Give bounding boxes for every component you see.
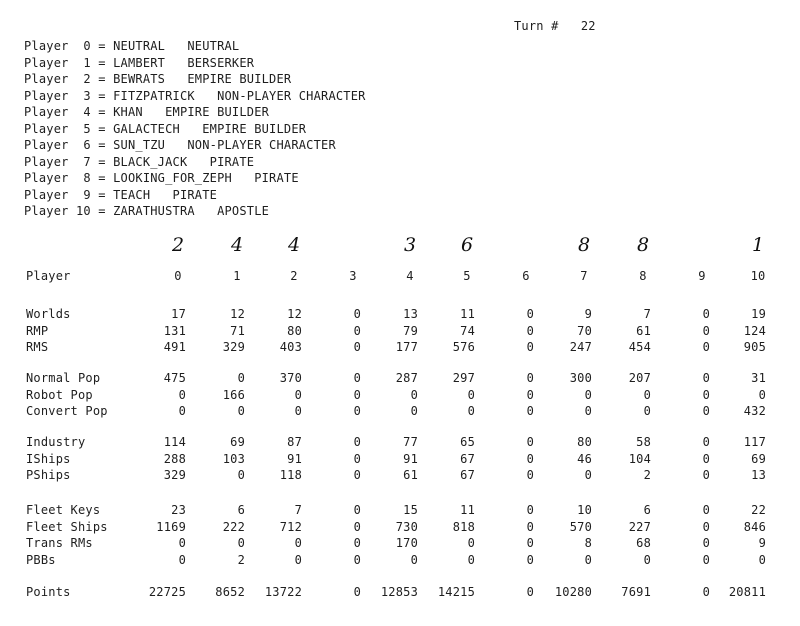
table-cell: 12 [287,307,302,321]
player-word: Player [24,171,69,185]
player-line [24,203,366,220]
player-role: NON-PLAYER CHARACTER [165,138,336,152]
table-cell: 0 [584,404,592,418]
row-label: Points [26,585,71,599]
handwritten-number: 4 [287,234,301,256]
table-cell: 0 [526,451,534,466]
table-cell: 0 [467,387,475,402]
table-cell: 13722 [264,585,302,599]
table-cell: 6 [643,503,651,517]
turn-number: 22 [580,19,596,33]
table-cell: 475 [163,371,186,385]
table-cell: 13 [751,468,766,482]
table-cell: 0 [526,371,534,385]
player-word: Player [24,187,69,202]
table-cell: 0 [584,468,592,482]
table-cell: 0 [353,404,361,418]
table-cell: 905 [743,340,766,354]
row-label: Robot Pop [26,387,93,402]
table-cell: 103 [222,451,245,466]
player-line [24,154,366,171]
table-cell: 61 [636,323,651,338]
player-number: 3 = [68,88,114,103]
table-cell: 454 [628,340,651,354]
player-number: 8 = [68,171,114,185]
table-cell: 77 [403,435,418,449]
handwritten-number: 3 [403,234,417,256]
table-cell: 12853 [380,585,418,599]
table-cell: 104 [628,451,651,466]
handwritten-number: 6 [460,234,474,256]
player-role: EMPIRE BUILDER [142,105,270,119]
table-cell: 0 [353,371,361,385]
table-cell: 170 [395,536,418,550]
column-header: 6 [522,269,530,283]
table-cell: 0 [702,536,710,550]
player-line [24,104,366,121]
player-word: Player [24,88,69,103]
row-label: PShips [26,468,71,482]
table-cell: 0 [526,585,534,599]
table-cell: 80 [577,435,592,449]
table-cell: 11 [460,307,475,321]
table-cell: 0 [526,536,534,550]
row-label: RMP [26,323,49,338]
table-cell: 166 [222,387,245,402]
table-cell: 14215 [437,585,475,599]
table-cell: 207 [628,371,651,385]
table-cell: 288 [163,451,186,466]
table-cell: 8652 [215,585,245,599]
table-cell: 0 [702,519,710,534]
table-cell: 0 [178,536,186,550]
column-header: 7 [580,269,588,283]
row-label: RMS [26,340,49,354]
handwritten-number: 1 [751,234,765,256]
table-cell: 12 [230,307,245,321]
table-cell: 0 [526,404,534,418]
player-number: 0 = [68,39,114,53]
table-cell: 15 [403,503,418,517]
table-cell: 177 [395,340,418,354]
player-number: 1 = [68,55,114,70]
table-cell: 0 [702,307,710,321]
player-name: NEUTRAL [113,39,166,53]
column-header: 8 [639,269,647,283]
table-cell: 67 [460,451,475,466]
table-cell: 0 [702,435,710,449]
table-cell: 7691 [621,585,651,599]
table-cell: 79 [403,323,418,338]
column-header: 4 [406,269,414,283]
table-cell: 0 [526,435,534,449]
player-role: NEUTRAL [165,39,240,53]
player-name: BEWRATS [113,72,166,86]
table-cell: 247 [569,340,592,354]
table-cell: 69 [751,451,766,466]
table-cell: 712 [279,519,302,534]
player-line [24,88,366,105]
table-cell: 6 [237,503,245,517]
player-line [24,38,366,55]
column-header: 10 [750,269,766,283]
table-cell: 61 [403,468,418,482]
table-cell: 0 [702,468,710,482]
column-header: 0 [174,269,182,283]
table-cell: 0 [178,552,186,567]
table-cell: 0 [178,387,186,402]
row-label: IShips [26,451,71,466]
table-cell: 0 [294,536,302,550]
table-cell: 87 [287,435,302,449]
table-cell: 0 [702,585,710,599]
table-cell: 0 [237,404,245,418]
table-cell: 70 [577,323,592,338]
row-label: PBBs [26,552,56,567]
table-cell: 0 [353,468,361,482]
table-cell: 20811 [728,585,766,599]
player-line [24,170,366,187]
player-line [24,71,366,88]
table-cell: 0 [584,552,592,567]
table-cell: 0 [526,323,534,338]
table-cell: 114 [163,435,186,449]
table-cell: 0 [702,404,710,418]
table-cell: 432 [743,404,766,418]
table-cell: 227 [628,519,651,534]
table-cell: 0 [526,519,534,534]
table-cell: 0 [353,451,361,466]
turn-indicator [514,18,596,34]
table-cell: 10280 [554,585,592,599]
table-cell: 0 [353,519,361,534]
player-name: ZARATHUSTRA [113,204,195,218]
player-line [24,187,366,204]
table-cell: 0 [353,387,361,402]
player-word: Player [24,154,69,169]
table-cell: 71 [230,323,245,338]
table-cell: 1169 [156,519,186,534]
table-cell: 0 [410,404,418,418]
player-line [24,121,366,138]
table-cell: 297 [452,371,475,385]
player-role: EMPIRE BUILDER [179,121,307,136]
table-cell: 65 [460,435,475,449]
table-cell: 0 [702,323,710,338]
player-name: FITZPATRICK [113,88,195,103]
table-cell: 68 [636,536,651,550]
table-cell: 576 [452,340,475,354]
player-name: LOOKING_FOR_ZEPH [113,171,232,185]
player-word: Player [24,72,69,86]
table-cell: 491 [163,340,186,354]
table-cell: 0 [237,371,245,385]
player-role: BERSERKER [165,55,255,70]
player-number: 4 = [68,105,114,119]
table-cell: 117 [743,435,766,449]
handwritten-number: 4 [230,234,244,256]
table-cell: 846 [743,519,766,534]
table-cell: 0 [294,552,302,567]
table-cell: 0 [526,307,534,321]
table-cell: 31 [751,371,766,385]
table-cell: 403 [279,340,302,354]
player-name: SUN_TZU [113,138,166,152]
table-cell: 7 [294,503,302,517]
turn-label: Turn # [514,19,559,33]
table-cell: 730 [395,519,418,534]
player-word: Player [24,138,69,152]
table-cell: 0 [237,536,245,550]
player-line [24,137,366,154]
player-number: 2 = [68,72,114,86]
table-cell: 9 [584,307,592,321]
table-cell: 0 [410,387,418,402]
player-word: Player [24,105,69,119]
table-cell: 0 [294,387,302,402]
table-cell: 124 [743,323,766,338]
table-cell: 74 [460,323,475,338]
table-cell: 370 [279,371,302,385]
table-cell: 0 [294,404,302,418]
table-cell: 0 [643,552,651,567]
table-cell: 91 [287,451,302,466]
table-cell: 19 [751,307,766,321]
player-number: 10 = [68,204,114,218]
table-cell: 0 [702,552,710,567]
table-cell: 0 [467,536,475,550]
table-cell: 0 [526,468,534,482]
table-cell: 0 [353,552,361,567]
table-cell: 0 [758,552,766,567]
table-cell: 287 [395,371,418,385]
table-cell: 329 [163,468,186,482]
table-cell: 2 [643,468,651,482]
table-cell: 300 [569,371,592,385]
table-cell: 0 [643,404,651,418]
player-number: 6 = [68,138,114,152]
handwritten-number: 8 [636,234,650,256]
table-cell: 22 [751,503,766,517]
column-header: 1 [233,269,241,283]
table-cell: 8 [584,536,592,550]
table-cell: 0 [178,404,186,418]
row-label: Trans RMs [26,536,93,550]
player-name: KHAN [113,105,143,119]
player-role: PIRATE [187,154,255,169]
table-cell: 0 [467,404,475,418]
table-cell: 0 [353,536,361,550]
row-label: Fleet Ships [26,519,108,534]
table-cell: 0 [702,503,710,517]
column-header: 2 [290,269,298,283]
table-cell: 0 [237,468,245,482]
row-label: Industry [26,435,86,449]
table-cell: 818 [452,519,475,534]
table-cell: 0 [353,323,361,338]
table-cell: 570 [569,519,592,534]
player-role: PIRATE [150,187,218,202]
player-role: APOSTLE [194,204,270,218]
table-cell: 69 [230,435,245,449]
table-cell: 91 [403,451,418,466]
row-label: Fleet Keys [26,503,101,517]
player-name: GALACTECH [113,121,180,136]
table-cell: 80 [287,323,302,338]
table-cell: 0 [526,552,534,567]
table-cell: 23 [171,503,186,517]
player-role: PIRATE [231,171,299,185]
table-header-label: Player [26,269,71,283]
player-word: Player [24,121,69,136]
table-cell: 0 [353,307,361,321]
table-cell: 0 [353,585,361,599]
table-cell: 2 [237,552,245,567]
player-word: Player [24,55,69,70]
table-cell: 58 [636,435,651,449]
player-number: 7 = [68,154,114,169]
table-cell: 0 [584,387,592,402]
column-header: 9 [698,269,706,283]
table-cell: 13 [403,307,418,321]
table-cell: 0 [643,387,651,402]
player-role: NON-PLAYER CHARACTER [194,88,366,103]
table-cell: 22725 [148,585,186,599]
column-header: 5 [463,269,471,283]
handwritten-number: 2 [171,234,185,256]
player-role: EMPIRE BUILDER [165,72,292,86]
table-cell: 329 [222,340,245,354]
table-cell: 0 [526,503,534,517]
player-roster [24,38,366,220]
player-word: Player [24,204,69,218]
player-name: TEACH [113,187,151,202]
table-cell: 222 [222,519,245,534]
table-cell: 67 [460,468,475,482]
table-cell: 0 [467,552,475,567]
table-cell: 9 [758,536,766,550]
table-cell: 0 [353,340,361,354]
player-number: 9 = [68,187,114,202]
row-label: Worlds [26,307,71,321]
table-cell: 11 [460,503,475,517]
handwritten-number: 8 [577,234,591,256]
table-cell: 0 [526,340,534,354]
table-cell: 0 [702,371,710,385]
table-cell: 10 [577,503,592,517]
table-cell: 0 [702,451,710,466]
table-cell: 0 [702,340,710,354]
table-cell: 0 [353,435,361,449]
table-cell: 46 [577,451,592,466]
player-word: Player [24,39,69,53]
table-cell: 0 [353,503,361,517]
player-name: BLACK_JACK [113,154,188,169]
row-label: Convert Pop [26,404,108,418]
table-cell: 131 [163,323,186,338]
table-cell: 0 [702,387,710,402]
player-number: 5 = [68,121,114,136]
player-line [24,55,366,72]
table-cell: 118 [279,468,302,482]
table-cell: 17 [171,307,186,321]
row-label: Normal Pop [26,371,101,385]
player-name: LAMBERT [113,55,166,70]
table-cell: 0 [758,387,766,402]
table-cell: 0 [526,387,534,402]
table-cell: 0 [410,552,418,567]
column-header: 3 [349,269,357,283]
table-cell: 7 [643,307,651,321]
